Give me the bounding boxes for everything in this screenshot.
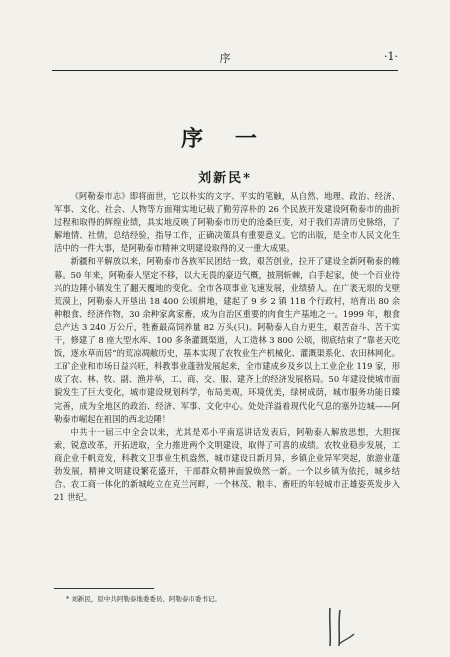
running-header-title: 序 xyxy=(219,52,231,65)
footnote: * 刘新民，原中共阿勒泰地委委员、阿勒泰市委书记。 xyxy=(66,595,221,603)
chapter-title: 序 一 xyxy=(181,127,269,152)
paragraph: 中共十一届三中全会以来，尤其是邓小平南巡讲话发表后，阿勒泰人解放思想，大胆探索，锐意改革，开拓进取，全力推进两个文明建设，取得了可喜的成绩。农牧业稳步发展，工商企业千帆竞发，科教文卫事业生机盎然，城市建设日新月异，乡镇企业异军突起，旅游业蓬勃发展，精神文明建设繁花盛开，干部群众精神面貌焕然一新。一个以乡镇为依托，城乡结合、农工商一体化的新城屹立在克兰河畔，一个林茂、粮丰、畜旺的年轻城市正雄姿英发步入 21 世纪。 xyxy=(54,426,400,503)
paragraph: 《阿勒泰市志》即将面世，它以朴实的文字、平实的笔触，从自然、地理、政治、经济、军事、文化、社会、人物等方面翔实地记载了勤劳淳朴的 26 个民族开发建设阿勒泰市的曲折过程和取得的辉煌业绩，具实地反映了阿勒泰市历史的沧桑巨变，对于我们弄清历史脉络，了解地情、社情，总结经验，指导工作，正确决策具有重要意义。它的出版，是全市人民文化生活中的一件大事，是阿勒泰市精神文明建设取得的又一重大成果。 xyxy=(54,191,400,254)
paragraph: 新疆和平解放以来，阿勒泰市各族军民团结一致，艰苦创业，拉开了建设全新阿勒泰的帷幕。50 年来，阿勒泰人坚定不移，以大无畏的豪迈气概，披荆斩棘，白手起家，使一个百业待兴的边陲小镇发生了翻天覆地的变化。全市各项事业飞速发展，业绩骄人。在广袤无垠的戈壁荒漠上，阿勒泰人开垦出 18 400 公顷耕地，建起了 9 乡 2 镇 118 个行政村，培育出 80 余种粮食、经济作物，30 余种家禽家畜，成为自治区重要的肉食生产基地之一。1999 年，粮食总产达 3 240 万公斤，牲畜最高饲养量 82 万头(只)。阿勒泰人自力更生，艰苦奋斗、苦干实干，修建了 8 座大型水库、100 多条灌溉渠道，人工造林 3 800 公顷，彻底结束了“靠老天吃饭，逐水草而居”的荒凉凋敝历史，基本实现了农牧业生产机械化、灌溉渠系化、农田林网化。工矿企业和市场日益兴旺，科教事业蓬勃发展起来，全市建成乡及乡以上工业企业 119 家，形成了农、林、牧、副、渔并举，工、商、交、服、建齐上的经济发展格局。50 年建设使城市面貌发生了巨大变化，城市建设规划科学，布局美观，环境优美，绿树成荫，城市服务功能日臻完善，成为全地区的政治、经济、军事、文化中心。处处洋溢着现代化气息的塞外边城——阿勒泰市崛起在祖国的西北边陲！ xyxy=(54,256,400,424)
header-rule xyxy=(52,70,398,71)
body-text xyxy=(54,190,400,504)
page-number: ·1· xyxy=(384,50,398,63)
handwritten-mark xyxy=(322,604,362,648)
running-header xyxy=(52,50,398,66)
author-name: 刘新民* xyxy=(198,171,252,186)
footnote-rule xyxy=(54,588,154,589)
